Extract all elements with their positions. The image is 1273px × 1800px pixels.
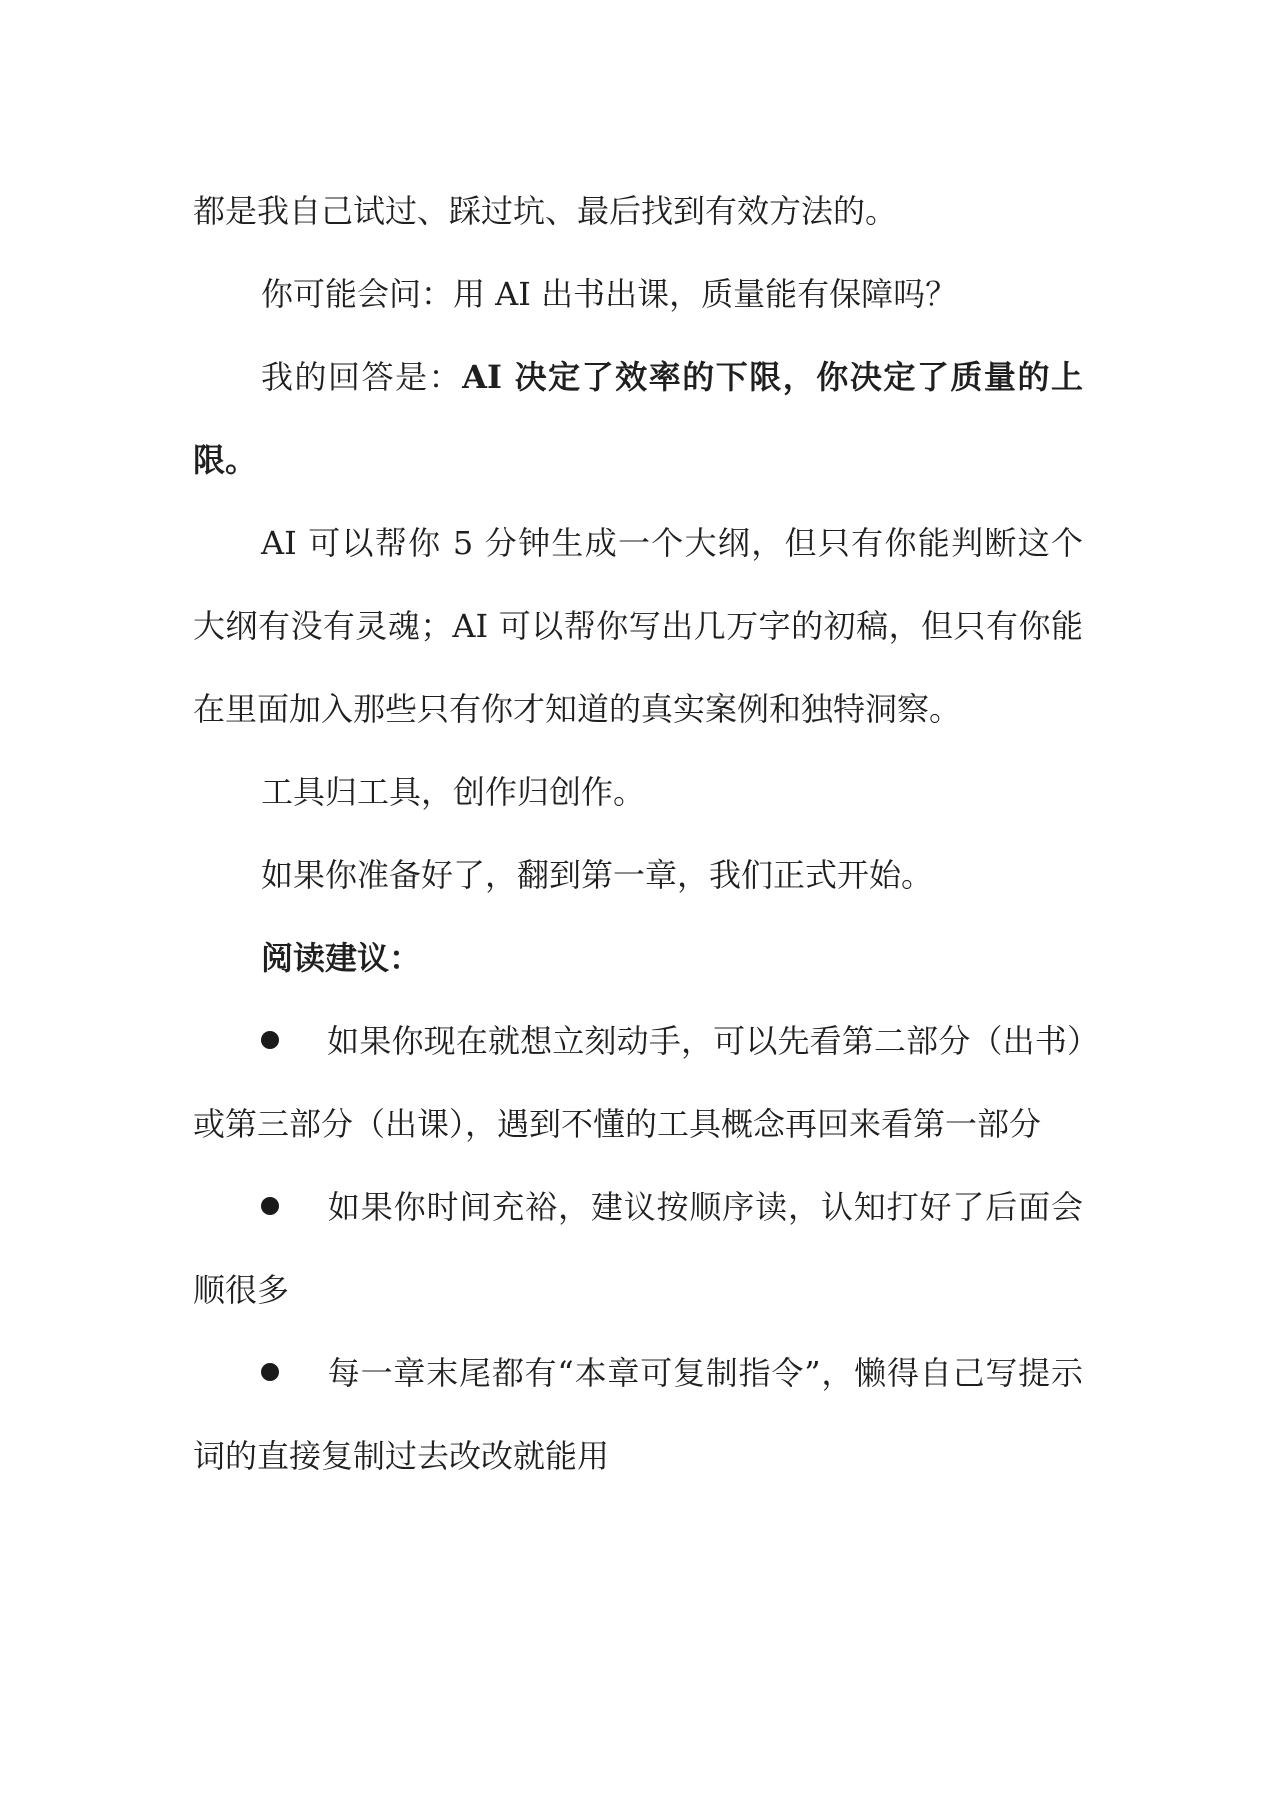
list-item-text: 如果你现在就想立刻动手，可以先看第二部分（出书）或第三部分（出课），遇到不懂的工具概念再回来看第一部分	[193, 1022, 1083, 1143]
paragraph-ai-role: AI 可以帮你 5 分钟生成一个大纲，但只有你能判断这个大纲有没有灵魂；AI 可以帮你写出几万字的初稿，但只有你能在里面加入那些只有你才知道的真实案例和独特洞察。	[193, 524, 1083, 728]
list-item	[193, 1332, 1083, 1498]
list-item	[193, 1000, 1083, 1166]
answer-prefix: 我的回答是：	[261, 358, 463, 396]
bullet-dot-icon	[261, 1197, 279, 1215]
bullet-dot-icon	[261, 1363, 279, 1381]
list-item	[193, 1166, 1083, 1332]
bullet-dot-icon	[261, 1031, 279, 1049]
answer-bold-statement: AI 决定了效率的下限，你决定了质量的上限。	[193, 358, 1083, 479]
document-body	[193, 170, 1083, 1498]
paragraph-continuation: 都是我自己试过、踩过坑、最后找到有效方法的。	[193, 192, 898, 230]
paragraph-question: 你可能会问：用 AI 出书出课，质量能有保障吗？	[261, 275, 958, 313]
reading-suggestions-heading: 阅读建议：	[261, 939, 422, 977]
paragraph-start: 如果你准备好了，翻到第一章，我们正式开始。	[261, 856, 934, 894]
paragraph-answer	[193, 336, 1083, 502]
paragraph-tools: 工具归工具，创作归创作。	[261, 773, 646, 811]
list-item-text: 每一章末尾都有“本章可复制指令”，懒得自己写提示词的直接复制过去改改就能用	[193, 1354, 1083, 1475]
list-item-text: 如果你时间充裕，建议按顺序读，认知打好了后面会顺很多	[193, 1188, 1083, 1309]
